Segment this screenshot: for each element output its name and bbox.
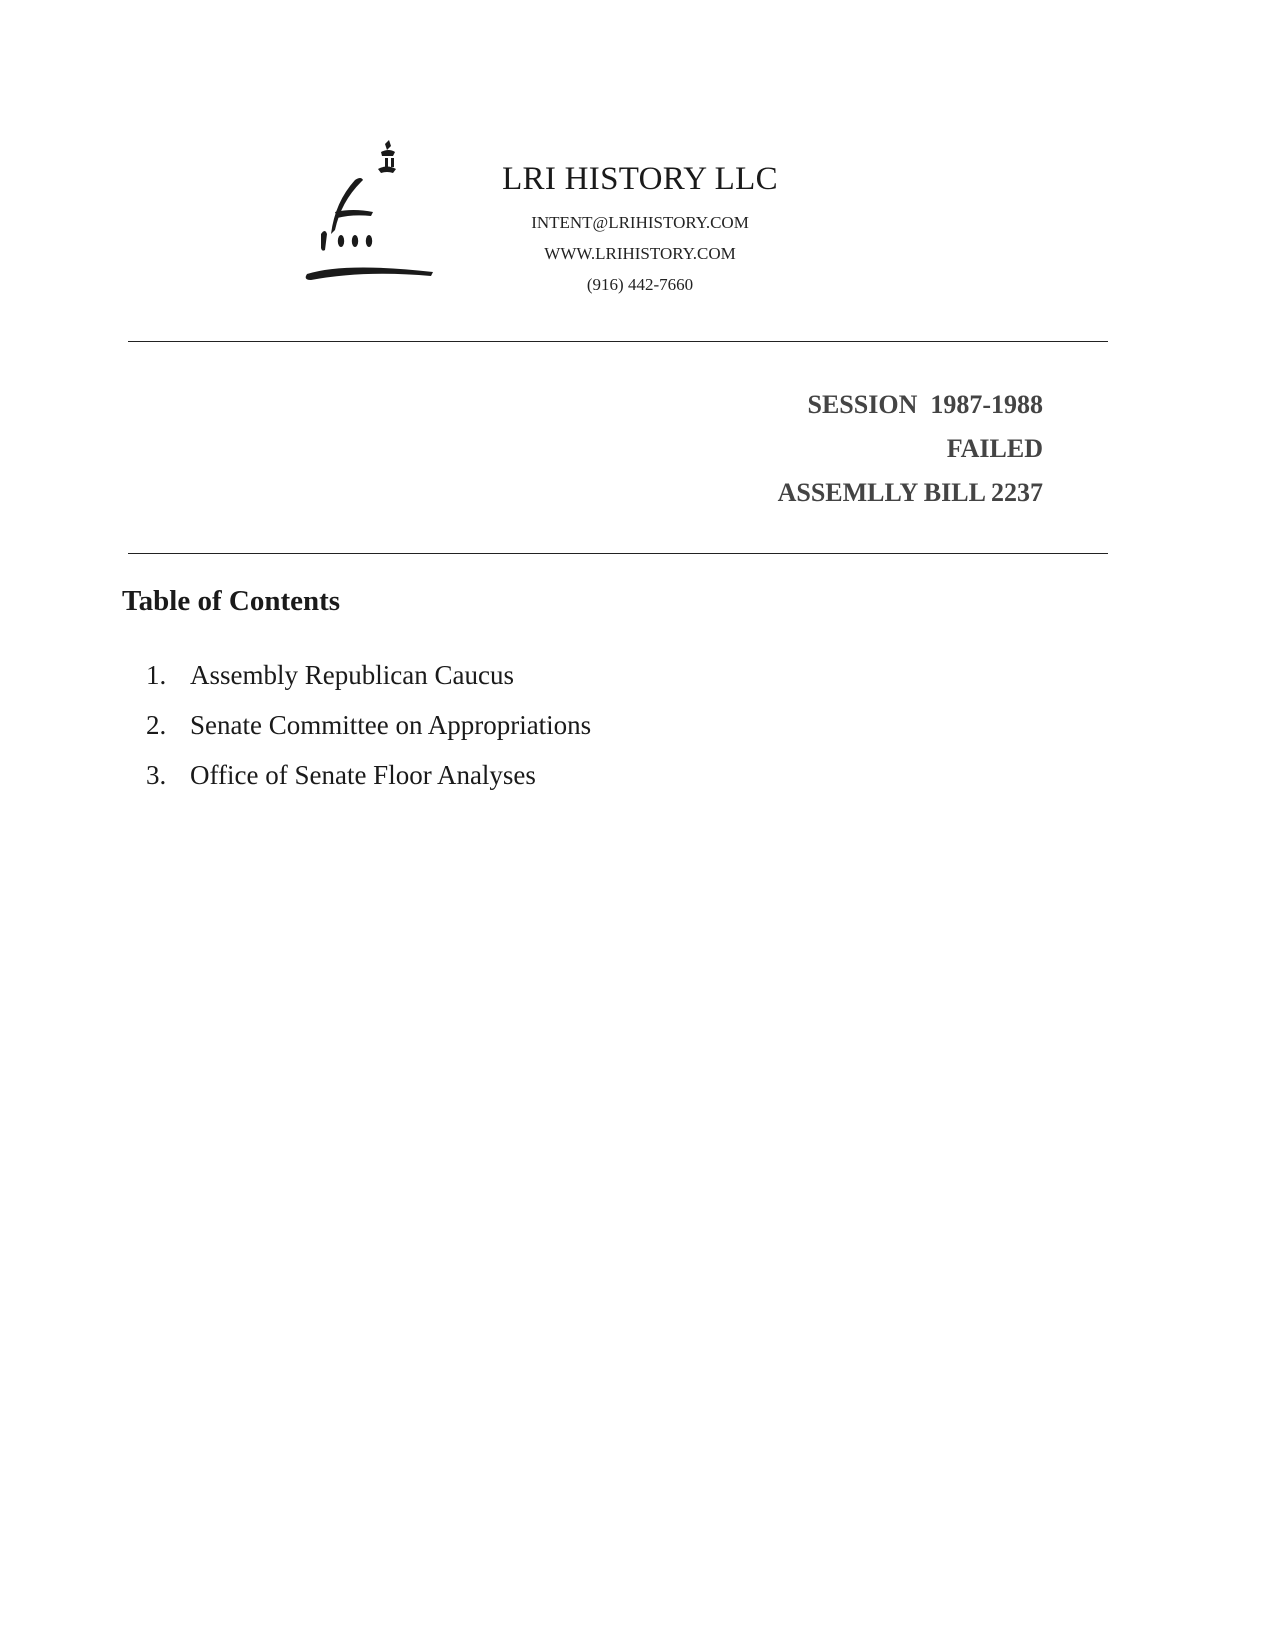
toc-item-number: 3. — [146, 760, 167, 790]
bill-session: SESSION 1987-1988 — [807, 390, 1043, 419]
toc-item-label: Senate Committee on Appropriations — [190, 710, 592, 740]
company-info — [470, 160, 810, 300]
toc-item-number: 1. — [146, 660, 167, 690]
toc-item — [146, 750, 591, 800]
bill-title: ASSEMLLY BILL 2237 — [777, 478, 1043, 507]
top-divider — [128, 341, 1108, 342]
toc-item — [146, 650, 591, 700]
toc-item-label: Assembly Republican Caucus — [190, 660, 514, 690]
bill-info — [778, 383, 1043, 515]
toc-item — [146, 700, 591, 750]
toc-item-label: Office of Senate Floor Analyses — [190, 760, 536, 790]
company-website: WWW.LRIHISTORY.COM — [544, 244, 736, 263]
bill-status: FAILED — [946, 434, 1043, 463]
toc-list — [146, 650, 591, 800]
toc-item-number: 2. — [146, 710, 167, 740]
company-phone: (916) 442-7660 — [586, 275, 694, 294]
capitol-dome-icon — [305, 138, 450, 293]
bottom-divider — [128, 553, 1108, 554]
company-name: LRI HISTORY LLC — [502, 161, 778, 197]
company-email: INTENT@LRIHISTORY.COM — [531, 213, 749, 232]
toc-title: Table of Contents — [122, 585, 341, 617]
